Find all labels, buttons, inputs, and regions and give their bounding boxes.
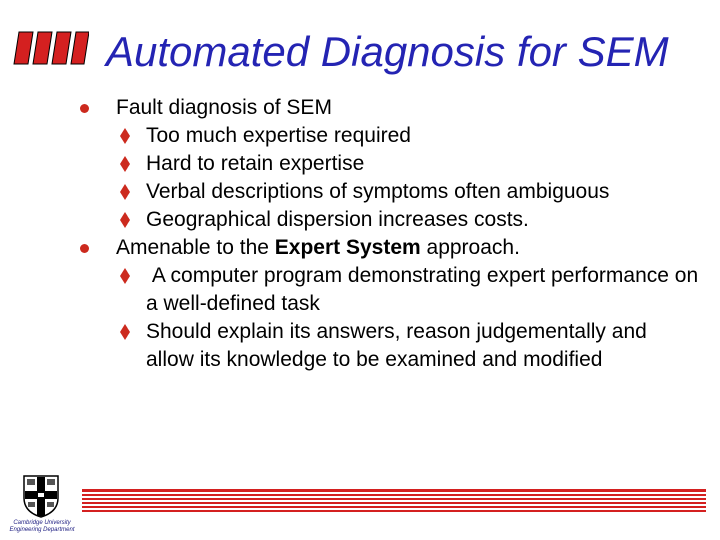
sub-bullet-item <box>116 262 704 318</box>
bullet-item-expert-system <box>80 234 704 374</box>
sub-bullet-item <box>116 178 700 206</box>
sub-bullet-text: Geographical dispersion increases costs. <box>146 208 529 231</box>
sub-bullet-item <box>116 318 700 374</box>
bullet-item-fault-diagnosis <box>80 94 700 234</box>
red-diamond-icon <box>119 154 131 174</box>
bullet-list <box>80 94 704 374</box>
sub-bullet-item <box>116 150 700 178</box>
sub-bullet-text: Hard to retain expertise <box>146 152 365 175</box>
sub-bullet-item <box>116 122 700 150</box>
sub-bullet-text: Verbal descriptions of symptoms often ambiguous <box>146 180 610 203</box>
institution-line-1: Cambridge University <box>13 520 71 526</box>
bullet-text: Fault diagnosis of SEM <box>116 96 332 119</box>
red-diamond-icon <box>119 182 131 202</box>
sub-bullet-item <box>116 206 700 234</box>
bullet-text-after: approach. <box>420 236 520 259</box>
sub-bullet-list <box>116 262 704 374</box>
institution-label <box>4 520 80 534</box>
red-diamond-icon <box>119 266 131 286</box>
red-dot-icon <box>80 244 89 253</box>
red-diamond-icon <box>119 126 131 146</box>
bullet-text-bold: Expert System <box>274 236 421 259</box>
university-crest-icon <box>22 474 60 518</box>
red-diamond-icon <box>119 210 131 230</box>
sub-bullet-text: Should explain its answers, reason judgementally and allow its knowledge to be examined and modified <box>146 320 647 371</box>
institution-line-2: Engineering Department <box>9 527 75 533</box>
red-dot-icon <box>80 104 89 113</box>
sub-bullet-text: Too much expertise required <box>146 124 411 147</box>
red-diamond-icon <box>119 322 131 342</box>
red-bars-logo-icon <box>13 30 89 66</box>
sub-bullet-list <box>116 122 700 234</box>
slide-title: Automated Diagnosis for SEM <box>106 28 669 75</box>
sub-bullet-text: A computer program demonstrating expert performance on a well-defined task <box>146 264 704 315</box>
bottom-rule-divider <box>82 489 706 512</box>
bullet-text-before: Amenable to the <box>116 236 275 259</box>
